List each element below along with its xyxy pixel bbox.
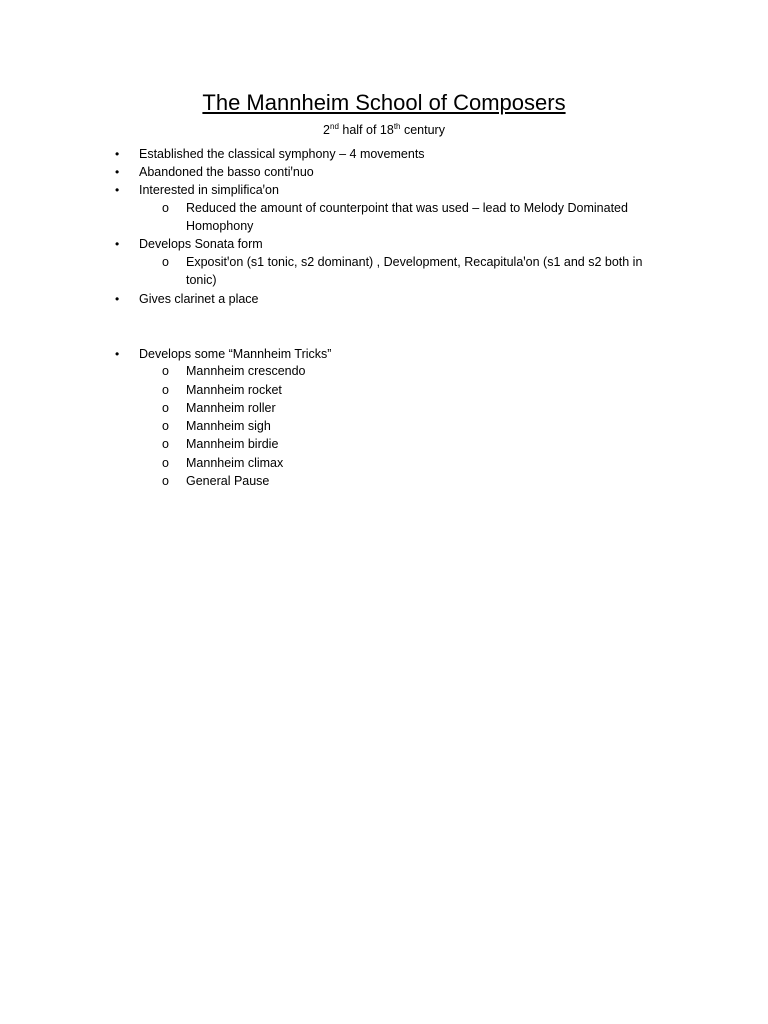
subtitle-part: half of 18 (338, 123, 394, 138)
sub-bullet-icon: o (162, 474, 169, 488)
sub-list-item-continuation: tonic) (186, 273, 217, 287)
sub-bullet-icon: o (162, 255, 169, 269)
sub-bullet-icon: o (162, 401, 169, 415)
sub-bullet-icon: o (162, 364, 169, 378)
sub-list-item: Mannheim climax (186, 456, 284, 470)
list-item: Develops Sonata form (139, 237, 263, 251)
list-item: Interested in simplificaꞌon (139, 183, 279, 197)
sub-list-item: Mannheim roller (186, 401, 276, 415)
list-item: Develops some “Mannheim Tricks” (139, 347, 332, 361)
page-title: The Mannheim School of Composers (202, 90, 566, 115)
sub-list-item: Mannheim birdie (186, 437, 279, 451)
sub-bullet-icon: o (162, 383, 169, 397)
sub-list-item: Mannheim rocket (186, 383, 282, 397)
sub-list-item: Mannheim crescendo (186, 364, 306, 378)
sub-list-item: Mannheim sigh (186, 419, 271, 433)
sub-list-item: General Pause (186, 474, 270, 488)
sub-list-item-continuation: Homophony (186, 219, 254, 233)
sub-list-item: Expositꞌon (s1 tonic, s2 dominant) , Development, Recapitulaꞌon (s1 and s2 both in (186, 255, 643, 269)
bullet-icon: • (115, 147, 120, 161)
sub-list-item: Reduced the amount of counterpoint that was used – lead to Melody Dominated (186, 201, 628, 215)
list-item: Gives clarinet a place (139, 292, 259, 306)
bullet-icon: • (115, 292, 120, 306)
sub-bullet-icon: o (162, 456, 169, 470)
subtitle-part: 2 (323, 123, 330, 138)
subtitle-superscript: nd (330, 122, 339, 131)
sub-bullet-icon: o (162, 201, 169, 215)
list-item: Established the classical symphony – 4 movements (139, 147, 425, 161)
bullet-icon: • (115, 183, 120, 197)
subtitle-superscript: th (393, 122, 401, 131)
sub-bullet-icon: o (162, 437, 169, 451)
list-item: Abandoned the basso contiꞌnuo (139, 165, 314, 179)
page-subtitle (0, 118, 768, 139)
bullet-icon: • (115, 165, 120, 179)
bullet-icon: • (115, 237, 120, 251)
bullet-icon: • (115, 347, 120, 361)
subtitle-part: century (400, 123, 445, 138)
sub-bullet-icon: o (162, 419, 169, 433)
